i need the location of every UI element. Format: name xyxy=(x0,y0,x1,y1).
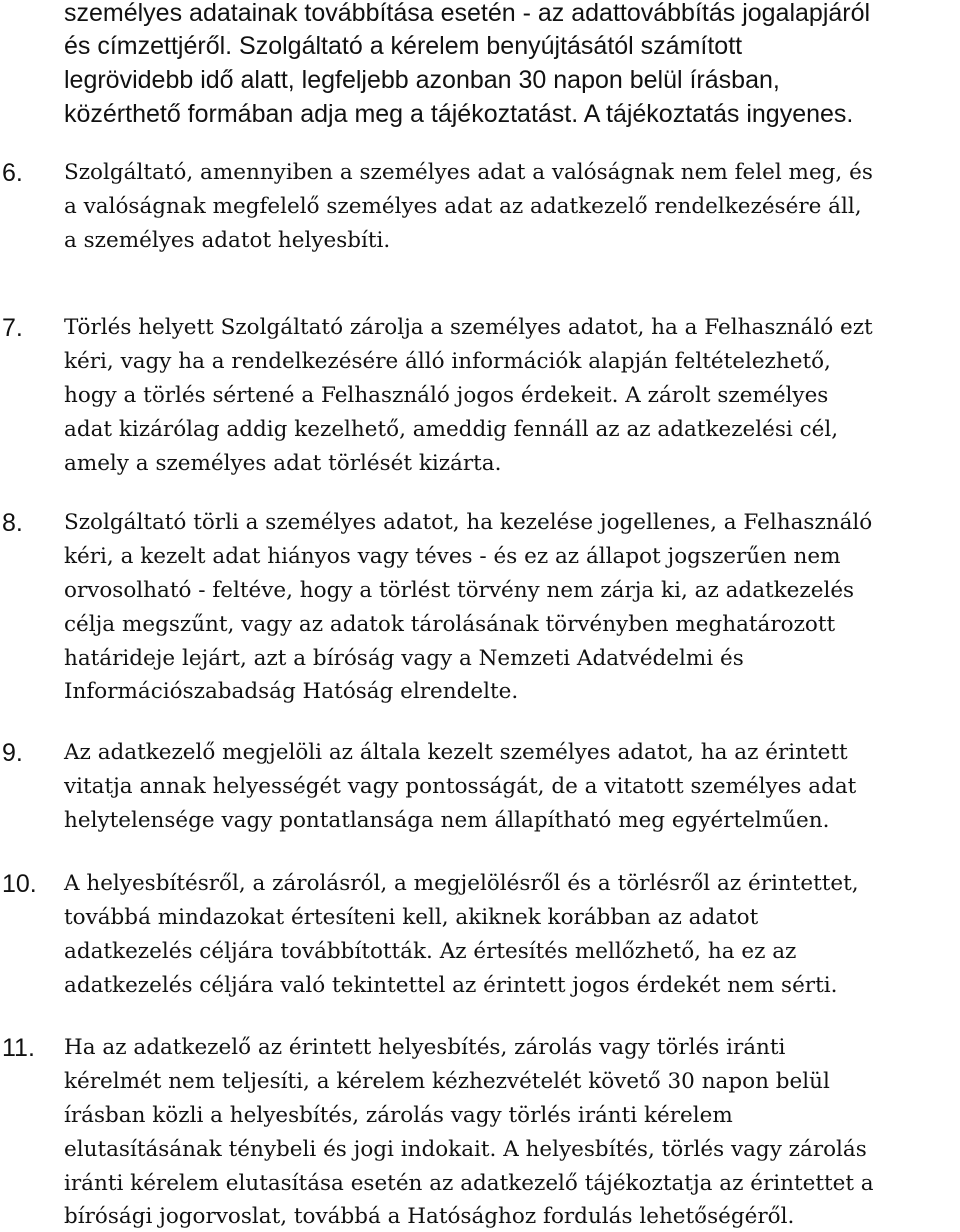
item-line: célja megszűnt, vagy az adatok tárolásának törvényben meghatározott xyxy=(64,612,836,637)
item-line: adatkezelés céljára továbbították. Az értesítés mellőzhető, ha ez az xyxy=(64,939,797,964)
item-line: A helyesbítésről, a zárolásról, a megjelölésről és a törlésről az érintettet, xyxy=(64,871,859,896)
item-line: határideje lejárt, azt a bíróság vagy a Nemzeti Adatvédelmi és xyxy=(64,646,744,671)
item-number: 8. xyxy=(2,509,23,537)
item-line: Törlés helyett Szolgáltató zárolja a személyes adatot, ha a Felhasználó ezt xyxy=(64,315,873,340)
item-line: a személyes adatot helyesbíti. xyxy=(64,228,391,253)
item-number: 9. xyxy=(2,739,23,767)
item-line: helytelensége vagy pontatlansága nem állapítható meg egyértelműen. xyxy=(64,808,830,833)
item-line: adat kizárólag addig kezelhető, ameddig fennáll az az adatkezelési cél, xyxy=(64,417,839,442)
item-line: amely a személyes adat törlését kizárta. xyxy=(64,451,502,476)
item-line: adatkezelés céljára való tekintettel az érintett jogos érdekét nem sérti. xyxy=(64,973,838,998)
item-line: írásban közli a helyesbítés, zárolás vagy törlés iránti kérelem xyxy=(64,1103,733,1128)
intro-line: legrövidebb idő alatt, legfeljebb azonban 30 napon belül írásban, xyxy=(64,66,780,94)
intro-line: közérthető formában adja meg a tájékoztatást. A tájékoztatás ingyenes. xyxy=(64,100,854,128)
item-number: 11. xyxy=(2,1034,35,1062)
item-number: 7. xyxy=(2,314,23,342)
item-line: továbbá mindazokat értesíteni kell, akiknek korábban az adatot xyxy=(64,905,759,930)
item-line: Ha az adatkezelő az érintett helyesbítés, zárolás vagy törlés iránti xyxy=(64,1035,786,1060)
intro-line: és címzettjéről. Szolgáltató a kérelem benyújtásától számított xyxy=(64,32,743,60)
item-line: kérelmét nem teljesíti, a kérelem kézhezvételét követő 30 napon belül xyxy=(64,1069,830,1094)
item-line: vitatja annak helyességét vagy pontosságát, de a vitatott személyes adat xyxy=(64,774,857,799)
item-number: 10. xyxy=(2,870,37,898)
item-line: elutasításának ténybeli és jogi indokait. A helyesbítés, törlés vagy zárolás xyxy=(64,1137,867,1162)
item-line: bírósági jogorvoslat, továbbá a Hatósághoz fordulás lehetőségéről. xyxy=(64,1204,795,1229)
item-line: Az adatkezelő megjelöli az általa kezelt személyes adatot, ha az érintett xyxy=(64,740,848,765)
intro-line: személyes adatainak továbbítása esetén - az adattovábbítás jogalapjáról xyxy=(64,0,871,27)
item-line: Szolgáltató törli a személyes adatot, ha kezelése jogellenes, a Felhasználó xyxy=(64,510,873,535)
item-line: Információszabadság Hatóság elrendelte. xyxy=(64,679,519,704)
item-line: a valóságnak megfelelő személyes adat az adatkezelő rendelkezésére áll, xyxy=(64,194,862,219)
item-line: Szolgáltató, amennyiben a személyes adat a valóságnak nem felel meg, és xyxy=(64,160,873,185)
item-line: iránti kérelem elutasítása esetén az adatkezelő tájékoztatja az érintettet a xyxy=(64,1171,874,1196)
item-line: hogy a törlés sértené a Felhasználó jogos érdekeit. A zárolt személyes xyxy=(64,383,829,408)
item-number: 6. xyxy=(2,159,23,187)
item-line: kéri, vagy ha a rendelkezésére álló információk alapján feltételezhető, xyxy=(64,349,831,374)
item-line: orvosolható - feltéve, hogy a törlést törvény nem zárja ki, az adatkezelés xyxy=(64,578,855,603)
item-line: kéri, a kezelt adat hiányos vagy téves - és ez az állapot jogszerűen nem xyxy=(64,544,841,569)
